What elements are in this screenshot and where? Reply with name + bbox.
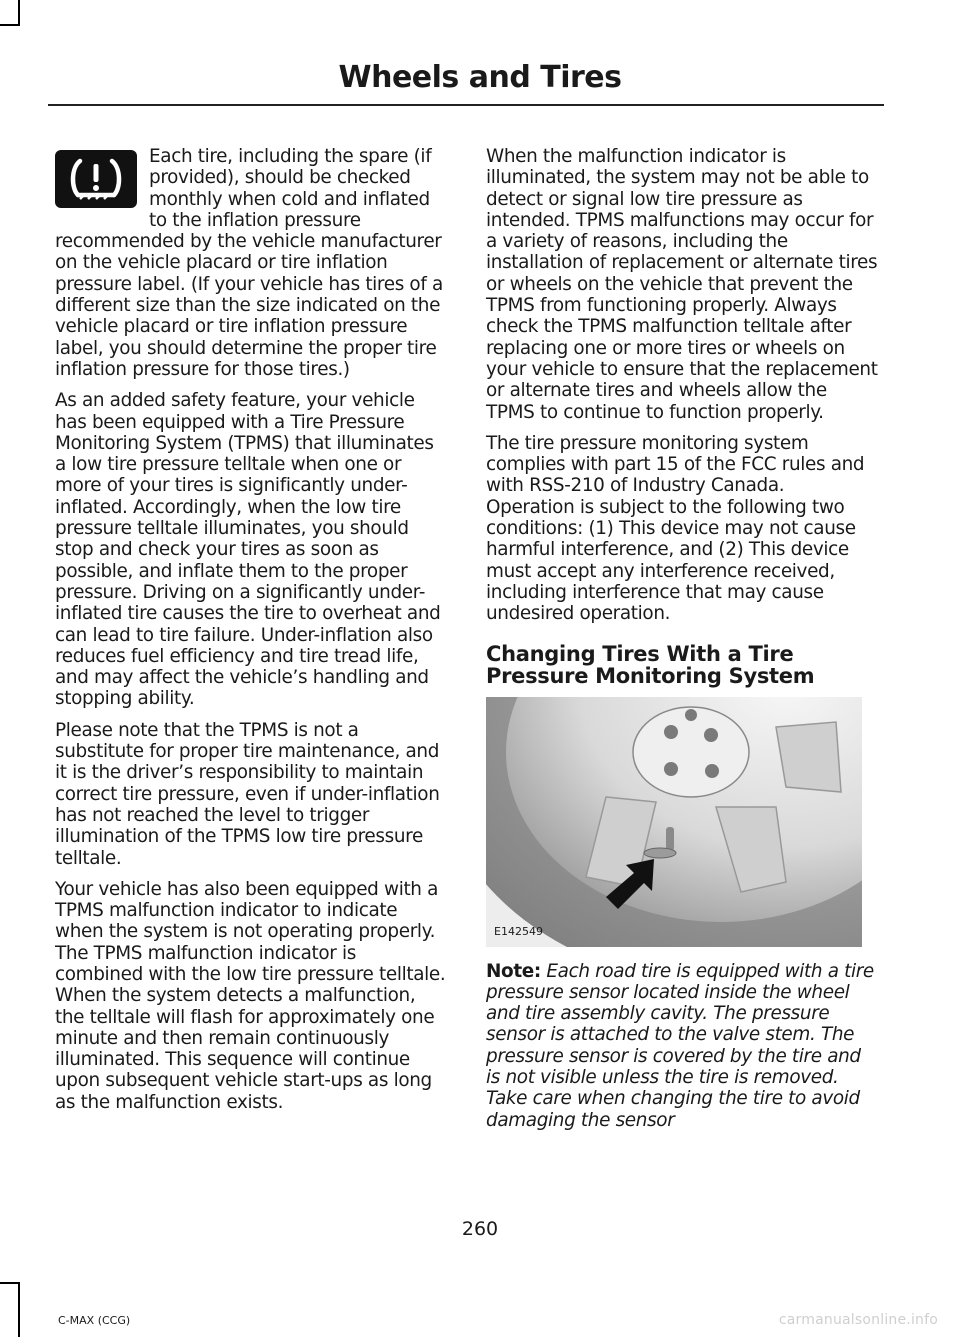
crop-mark bbox=[0, 1282, 20, 1284]
note-label: Note: bbox=[486, 960, 541, 982]
watermark: carmanualsonline.info bbox=[778, 1312, 938, 1328]
figure-code: E142549 bbox=[494, 925, 543, 939]
paragraph: The tire pressure monitoring system complies with part 15 of the FCC rules and with RSS-210 of Industry Canada. Operation is subject to the following two conditions: (1) This device may not cause harmful interference, and (2) This device must accept any interference received, including interference that may cause undesired operation. bbox=[486, 432, 865, 625]
note bbox=[486, 961, 878, 1131]
crop-mark bbox=[18, 0, 20, 26]
section-heading: Changing Tires With a Tire Pressure Monitoring System bbox=[486, 641, 815, 688]
tire-check-paragraph: Each tire, including the spare (if provided), should be checked monthly when cold and inflated to the inflation pressure recommended by the vehicle manufacturer on the vehicle placard or tire inflation pressure label. (If your vehicle has tires of a different size than the size indicated on the vehicle placard or tire inflation pressure label, you should determine the proper tire inflation pressure for those tires.) bbox=[55, 146, 443, 380]
paragraph: Your vehicle has also been equipped with a TPMS malfunction indicator to indicate when the system is not operating properly. The TPMS malfunction indicator is combined with the low tire pressure telltale. When the system detects a malfunction, the telltale will flash for approximately one minute and then remain continuously illuminated. This sequence will continue upon subsequent vehicle start-ups as long as the malfunction exists. bbox=[55, 878, 446, 1113]
paragraph: When the malfunction indicator is illuminated, the system may not be able to detect or signal low tire pressure as intended. TPMS malfunctions may occur for a variety of reasons, including the installation of replacement or alternate tires or wheels on the vehicle that prevent the TPMS from functioning properly. Always check the TPMS malfunction telltale after replacing one or more tires or wheels on your vehicle to ensure that the replacement or alternate tires and wheels allow the TPMS to continue to function properly. bbox=[486, 146, 878, 423]
paragraph: As an added safety feature, your vehicle has been equipped with a Tire Pressure Monitoring System (TPMS) that illuminates a low tire pressure telltale when one or more of your tires is significantly under-inflated. Accordingly, when the low tire pressure telltale illuminates, you should stop and check your tires as soon as possible, and inflate them to the proper pressure. Driving on a significantly under-inflated tire causes the tire to overheat and can lead to tire failure. Under-inflation also reduces fuel efficiency and tire tread life, and may affect the vehicle’s handling and stopping ability. bbox=[55, 390, 441, 710]
note-text: Each road tire is equipped with a tire pressure sensor located inside the wheel and tire assembly cavity. The pressure sensor is attached to the valve stem. The pressure sensor is covered by the tire and is not visible unless the tire is removed. Take care when changing the tire to avoid damaging the sensor bbox=[486, 960, 874, 1131]
header-divider bbox=[48, 104, 884, 106]
footer-model: C-MAX (CCG) bbox=[58, 1314, 131, 1327]
crop-mark bbox=[0, 24, 20, 26]
left-column bbox=[55, 146, 447, 1123]
wheel-illustration bbox=[486, 697, 862, 947]
crop-mark bbox=[18, 1282, 20, 1337]
paragraph: Please note that the TPMS is not a substitute for proper tire maintenance, and it is the driver’s responsibility to maintain correct tire pressure, even if under-inflation has not reached the level to trigger illumination of the TPMS low tire pressure telltale. bbox=[55, 719, 440, 869]
wheel-valve-figure bbox=[486, 697, 862, 947]
page-title: Wheels and Tires bbox=[338, 60, 622, 95]
page-number: 260 bbox=[461, 1218, 499, 1240]
tire-pressure-warning-icon bbox=[55, 150, 137, 208]
paragraph bbox=[55, 146, 447, 380]
right-column bbox=[486, 146, 878, 1141]
